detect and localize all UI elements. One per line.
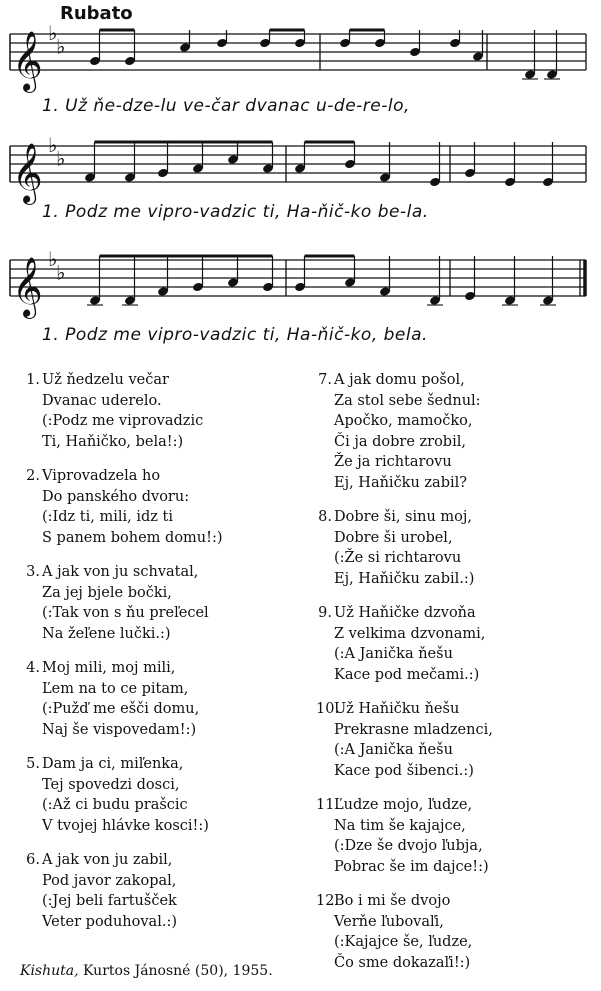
verse-text: Na tim še kajajce, bbox=[334, 817, 466, 834]
verse-text: Ej, Haňičku zabil.:) bbox=[334, 570, 475, 587]
verse-block bbox=[316, 370, 493, 493]
verse-text: Že ja richtarovu bbox=[334, 454, 452, 470]
verse-number: 3. bbox=[26, 564, 40, 580]
verse-line bbox=[316, 391, 493, 412]
verse-block bbox=[316, 603, 493, 685]
music-staff-2 bbox=[0, 132, 601, 212]
verse-text: Dvanac uderelo. bbox=[42, 392, 162, 409]
verse-line bbox=[316, 761, 493, 782]
verse-text: S panem bohem domu!:) bbox=[42, 529, 223, 546]
verse-text: (:Že si richtarovu bbox=[334, 550, 462, 566]
verse-number: 6. bbox=[26, 852, 40, 868]
verse-text: Ti, Haňičko, bela!:) bbox=[42, 433, 184, 450]
verse-text: Moj mili, moj mili, bbox=[42, 660, 176, 676]
verse-line bbox=[24, 487, 223, 508]
verse-line bbox=[316, 569, 493, 590]
verse-text: Z velkima dzvonami, bbox=[334, 625, 486, 642]
verse-line bbox=[24, 391, 223, 412]
verse-text: Ľudze mojo, ľudze, bbox=[334, 797, 473, 813]
verse-text: Ľem na to ce pitam, bbox=[42, 680, 189, 697]
verse-text: (:Kajajce še, ľudze, bbox=[334, 934, 473, 950]
verse-line bbox=[316, 836, 493, 857]
verse-line bbox=[316, 891, 493, 912]
music-staff-1 bbox=[0, 20, 601, 100]
verse-text: (:Podz me viprovadzic bbox=[42, 413, 204, 429]
tempo-marking: Rubato bbox=[60, 3, 133, 24]
treble-clef-icon: 𝄞 bbox=[12, 257, 43, 317]
verse-line bbox=[316, 370, 493, 391]
verse-line bbox=[24, 466, 223, 487]
source-place: Kishuta, bbox=[20, 963, 79, 979]
source-singer: Kurtos Jánosné (50), 1955. bbox=[83, 963, 273, 979]
lyric-line-3: 1. Podz me vipro-vadzic ti, Ha-ňič-ko, bela. bbox=[42, 325, 428, 345]
verse-number: 1. bbox=[26, 372, 40, 388]
verse-text: Už Haňičke dzvoňa bbox=[334, 605, 476, 621]
lyric-line-2: 1. Podz me vipro-vadzic ti, Ha-ňič-ko be-la. bbox=[42, 202, 429, 222]
flat-icon: ♭ bbox=[48, 247, 58, 271]
verse-text: Na žeľene lučki.:) bbox=[42, 625, 171, 642]
verse-text: A jak domu pošol, bbox=[334, 372, 465, 388]
verse-number: 5. bbox=[26, 756, 40, 772]
verse-number: 10. bbox=[316, 701, 340, 717]
verse-line bbox=[316, 953, 493, 974]
verse-line bbox=[24, 624, 223, 645]
verse-line bbox=[316, 624, 493, 645]
verse-text: Kace pod mečami.:) bbox=[334, 666, 480, 683]
verse-line bbox=[24, 699, 223, 720]
verse-block bbox=[24, 466, 223, 548]
verse-block bbox=[24, 370, 223, 452]
verse-line bbox=[316, 912, 493, 933]
verse-line bbox=[24, 411, 223, 432]
verse-line bbox=[24, 720, 223, 741]
verse-text: Už Haňičku ňešu bbox=[334, 701, 460, 717]
verse-line bbox=[24, 370, 223, 391]
verse-line bbox=[316, 740, 493, 761]
verse-line bbox=[24, 528, 223, 549]
treble-clef-icon: 𝄞 bbox=[12, 143, 43, 203]
lyric-line-1: 1. Už ňe-dze-lu ve-čar dvanac u-de-re-lo, bbox=[42, 96, 410, 116]
verse-text: (:Idz ti, mili, idz ti bbox=[42, 509, 173, 525]
verse-line bbox=[316, 507, 493, 528]
verse-text: (:A Janička ňešu bbox=[334, 742, 453, 758]
verse-block bbox=[24, 850, 223, 932]
verse-text: Viprovadzela ho bbox=[42, 468, 161, 484]
flat-icon: ♭ bbox=[56, 146, 66, 171]
verse-text: Dobre ši, sinu moj, bbox=[334, 509, 473, 525]
verse-line bbox=[316, 644, 493, 665]
verse-text: (:Pužď me ešči domu, bbox=[42, 701, 200, 717]
verse-block bbox=[24, 754, 223, 836]
verse-text: (:Dze še dvojo ľubja, bbox=[334, 838, 483, 854]
verses-left-column bbox=[24, 370, 223, 932]
flat-icon: ♭ bbox=[56, 34, 66, 59]
verse-line bbox=[24, 891, 223, 912]
verse-line bbox=[24, 775, 223, 796]
verse-line bbox=[24, 679, 223, 700]
verse-number: 8. bbox=[318, 509, 332, 525]
verse-block bbox=[24, 658, 223, 740]
verse-number: 9. bbox=[318, 605, 332, 621]
verse-text: Už ňedzelu večar bbox=[42, 372, 169, 388]
verse-line bbox=[24, 432, 223, 453]
verse-text: Verňe ľubovaľi, bbox=[334, 913, 444, 930]
music-staff-3 bbox=[0, 246, 601, 326]
verse-text: Kace pod šibenci.:) bbox=[334, 762, 474, 779]
flat-icon: ♭ bbox=[48, 21, 58, 45]
verse-text: A jak von ju schvatal, bbox=[42, 564, 199, 580]
verse-text: (:Až ci budu prašcic bbox=[42, 797, 188, 813]
verse-text: Prekrasne mladzenci, bbox=[334, 721, 493, 738]
verse-line bbox=[24, 795, 223, 816]
verse-line bbox=[316, 795, 493, 816]
verse-line bbox=[316, 857, 493, 878]
verse-text: Dobre ši urobel, bbox=[334, 529, 453, 546]
verse-text: Či ja dobre zrobil, bbox=[334, 433, 466, 450]
verse-line bbox=[316, 411, 493, 432]
verse-text: Do panského dvoru: bbox=[42, 488, 190, 505]
verse-line bbox=[24, 912, 223, 933]
verse-block bbox=[316, 507, 493, 589]
verse-line bbox=[316, 665, 493, 686]
verse-text: Veter poduhoval.:) bbox=[42, 913, 177, 930]
verse-line bbox=[316, 816, 493, 837]
verse-line bbox=[24, 816, 223, 837]
verse-line bbox=[24, 562, 223, 583]
verse-line bbox=[316, 548, 493, 569]
verse-number: 4. bbox=[26, 660, 40, 676]
verse-text: (:A Janička ňešu bbox=[334, 646, 453, 662]
verse-line bbox=[316, 473, 493, 494]
verse-text: Za stol sebe šednul: bbox=[334, 392, 481, 409]
verse-line bbox=[24, 658, 223, 679]
source-citation bbox=[20, 963, 273, 979]
verse-line bbox=[316, 932, 493, 953]
verse-text: (:Jej beli fartušček bbox=[42, 893, 177, 909]
verse-text: Pobrac še im dajce!:) bbox=[334, 858, 489, 875]
verse-number: 12. bbox=[316, 893, 340, 909]
verse-text: Apočko, mamočko, bbox=[334, 413, 473, 429]
verse-number: 2. bbox=[26, 468, 40, 484]
verse-block bbox=[316, 795, 493, 877]
verse-block bbox=[316, 699, 493, 781]
verse-text: Tej spovedzi dosci, bbox=[42, 776, 180, 793]
verse-number: 7. bbox=[318, 372, 332, 388]
verse-line bbox=[316, 452, 493, 473]
flat-icon: ♭ bbox=[56, 260, 66, 285]
verse-block bbox=[316, 891, 493, 973]
verse-line bbox=[24, 754, 223, 775]
verse-text: V tvojej hlávke kosci!:) bbox=[42, 817, 209, 834]
verse-text: Ej, Haňičku zabil? bbox=[334, 474, 468, 491]
verse-text: Bo i mi še dvojo bbox=[334, 893, 451, 909]
verse-line bbox=[24, 871, 223, 892]
verse-line bbox=[316, 720, 493, 741]
verse-text: Čo sme dokazaľi!:) bbox=[334, 954, 471, 971]
verse-text: Dam ja ci, miľenka, bbox=[42, 756, 184, 772]
verses-right-column bbox=[316, 370, 493, 973]
verse-line bbox=[24, 583, 223, 604]
verse-line bbox=[316, 699, 493, 720]
verse-block bbox=[24, 562, 223, 644]
verse-text: Pod javor zakopal, bbox=[42, 872, 177, 889]
verse-text: A jak von ju zabil, bbox=[42, 852, 173, 868]
verse-line bbox=[316, 603, 493, 624]
verse-line bbox=[316, 528, 493, 549]
verse-text: Za jej bjele bočki, bbox=[42, 584, 172, 601]
verse-text: Naj še vispovedam!:) bbox=[42, 721, 197, 738]
verse-line bbox=[24, 603, 223, 624]
verse-text: (:Tak von s ňu preľecel bbox=[42, 605, 209, 621]
treble-clef-icon: 𝄞 bbox=[12, 31, 43, 91]
flat-icon: ♭ bbox=[48, 133, 58, 157]
verse-number: 11. bbox=[316, 797, 340, 813]
verse-line bbox=[316, 432, 493, 453]
verse-line bbox=[24, 507, 223, 528]
verse-line bbox=[24, 850, 223, 871]
